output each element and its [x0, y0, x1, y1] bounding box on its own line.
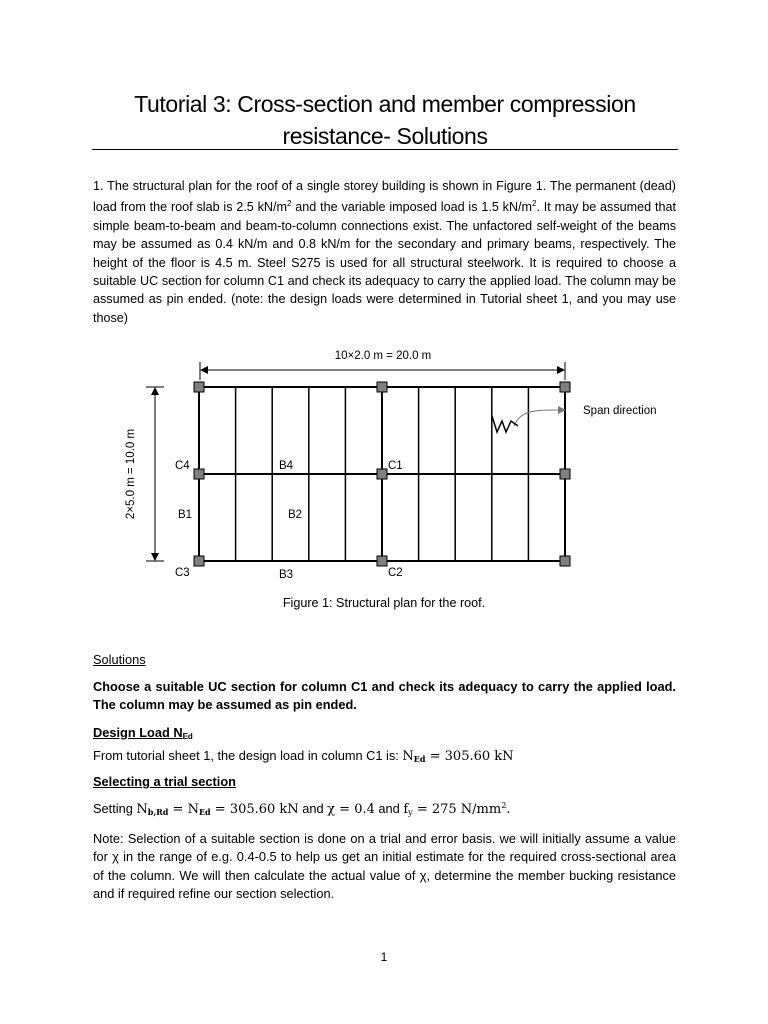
design-load-heading-sub: Ed [182, 732, 193, 741]
side-arrow-bottom [151, 553, 159, 561]
side-dimension-label: 2×5.0 m = 10.0 m [125, 428, 137, 520]
bold-intro: Choose a suitable UC section for column C1 and check its adequacy to carry the applied load. The column may be assumed as pin ended. [93, 679, 676, 713]
sup-m2-a: 2 [287, 199, 292, 209]
design-load-equation: $N_{Ed} = 305.60$ kN [402, 749, 514, 764]
label-b3: B3 [279, 569, 294, 581]
title-line-1: Tutorial 3: Cross-section and member compression [134, 91, 636, 117]
page-number: 1 [380, 950, 388, 964]
label-b1: B1 [178, 509, 193, 521]
nbrd-equation: $N_{b,Rd} = N_{Ed} = 305.60$ kN [136, 802, 299, 817]
label-b4: B4 [279, 460, 294, 472]
question-text-1: 1. The structural plan for the roof of a single storey building is shown in Figure 1. The permanent (dead) load from the roof slab is 2.5 kN/m [93, 179, 676, 215]
label-c4: C4 [175, 460, 190, 472]
trial-section-heading: Selecting a trial section [93, 774, 236, 789]
question-paragraph [93, 177, 676, 327]
dim-arrow-left [200, 366, 208, 374]
label-b2: B2 [288, 509, 303, 521]
label-c1: C1 [388, 460, 403, 472]
span-direction-leader [514, 410, 561, 426]
fy-equation: $f_y = 275$ $N/mm^2$. [403, 801, 511, 817]
span-direction-label: Span direction [583, 405, 657, 417]
label-c2: C2 [388, 567, 403, 579]
span-direction-symbol [492, 416, 518, 432]
design-load-line [93, 748, 514, 764]
setting-line: Setting $N_{b,Rd} = N_{Ed} = 305.60$ kN and χ = 0.4 and $f_y = 275$ $N/mm^2$. [93, 801, 511, 817]
setting-text: Setting [93, 801, 137, 816]
design-load-text: From tutorial sheet 1, the design load in column C1 is: [93, 748, 403, 763]
label-c3: C3 [175, 567, 190, 579]
sup-m2-b: 2 [532, 199, 537, 209]
side-arrow-top [151, 387, 159, 395]
design-load-heading [93, 725, 193, 741]
title-rule [92, 149, 678, 150]
structural-plan-figure [100, 340, 680, 590]
question-text-2: and the variable imposed load is 1.5 kN/m [291, 200, 533, 215]
design-load-heading-text: Design Load N [93, 725, 183, 740]
title-line-2: resistance- Solutions [282, 123, 488, 149]
page-title [92, 88, 678, 152]
note-paragraph: Note: Selection of a suitable section is done on a trial and error basis. we will initially assume a value for χ in the range of e.g. 0.4-0.5 to help us get an initial estimate for the required cross-sectional area of the column. We will then calculate the actual value of χ, determine the member bucking resistance and if required refine our section selection. [93, 831, 676, 902]
top-dimension-label: 10×2.0 m = 20.0 m [334, 350, 432, 362]
chi-equation: χ = 0.4 [327, 802, 375, 817]
solutions-heading: Solutions [93, 652, 146, 667]
dim-arrow-right [557, 366, 565, 374]
figure-caption: Figure 1: Structural plan for the roof. [282, 596, 486, 610]
question-text-3: . It may be assumed that simple beam-to-beam and beam-to-column connections exist. The unfactored self-weight of the beams may be assumed as 0.4 kN/m and 0.8 kN/m for the secondary and primary beams, respectively. The height of the floor is 4.5 m. Steel S275 is used for all structural steelwork. It is required to choose a suitable UC section for column C1 and check its adequacy to carry the applied load. The column may be assumed as pin ended. (note: the design loads were determined in Tutorial sheet 1, and you may use those) [93, 200, 676, 325]
